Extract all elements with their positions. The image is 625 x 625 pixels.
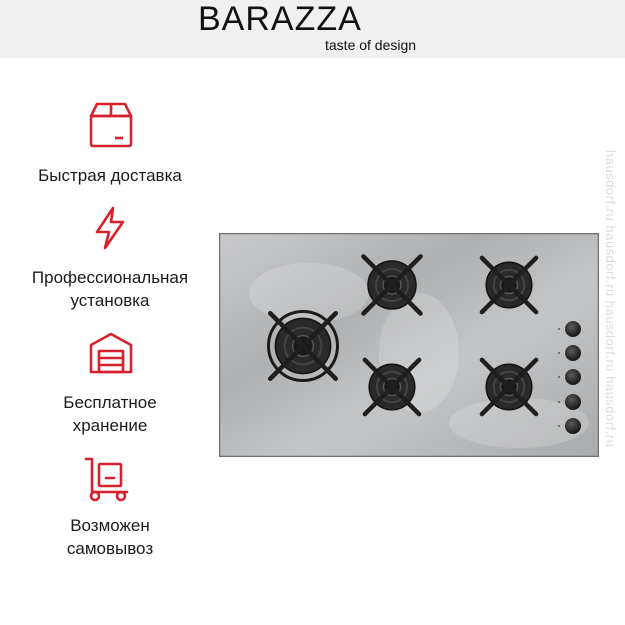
feature-label-pickup [10,514,210,560]
gas-cooktop-icon [219,233,599,457]
feature-label-line: Быстрая доставка [38,166,182,185]
lightning-icon [93,206,127,250]
product-image-cooktop [219,233,599,457]
burner [482,258,536,312]
watermark-text: hausdorf.ru hausdorf.ru hausdorf.ru hausdorf.ru [603,150,618,448]
feature-label-installation [10,266,210,312]
burner [365,360,419,414]
brand-logo: BARAZZA [198,0,362,38]
watermark [597,150,625,620]
hand-truck-icon [83,456,129,502]
feature-label-line: Бесплатное [63,393,157,412]
feature-label-line: самовывоз [66,539,154,558]
feature-label-delivery [10,164,210,187]
burner [364,257,421,314]
feature-label-line: установка [70,291,150,310]
feature-label-line: хранение [72,416,148,435]
feature-label-line: Возможен [70,516,150,535]
brand-tagline: taste of design [325,37,417,53]
box-icon [87,100,135,150]
feature-label-line: Профессиональная [31,268,189,287]
feature-label-storage [10,391,210,437]
header [0,0,625,58]
warehouse-icon [88,331,134,375]
burner [269,312,338,381]
burner [482,360,536,414]
